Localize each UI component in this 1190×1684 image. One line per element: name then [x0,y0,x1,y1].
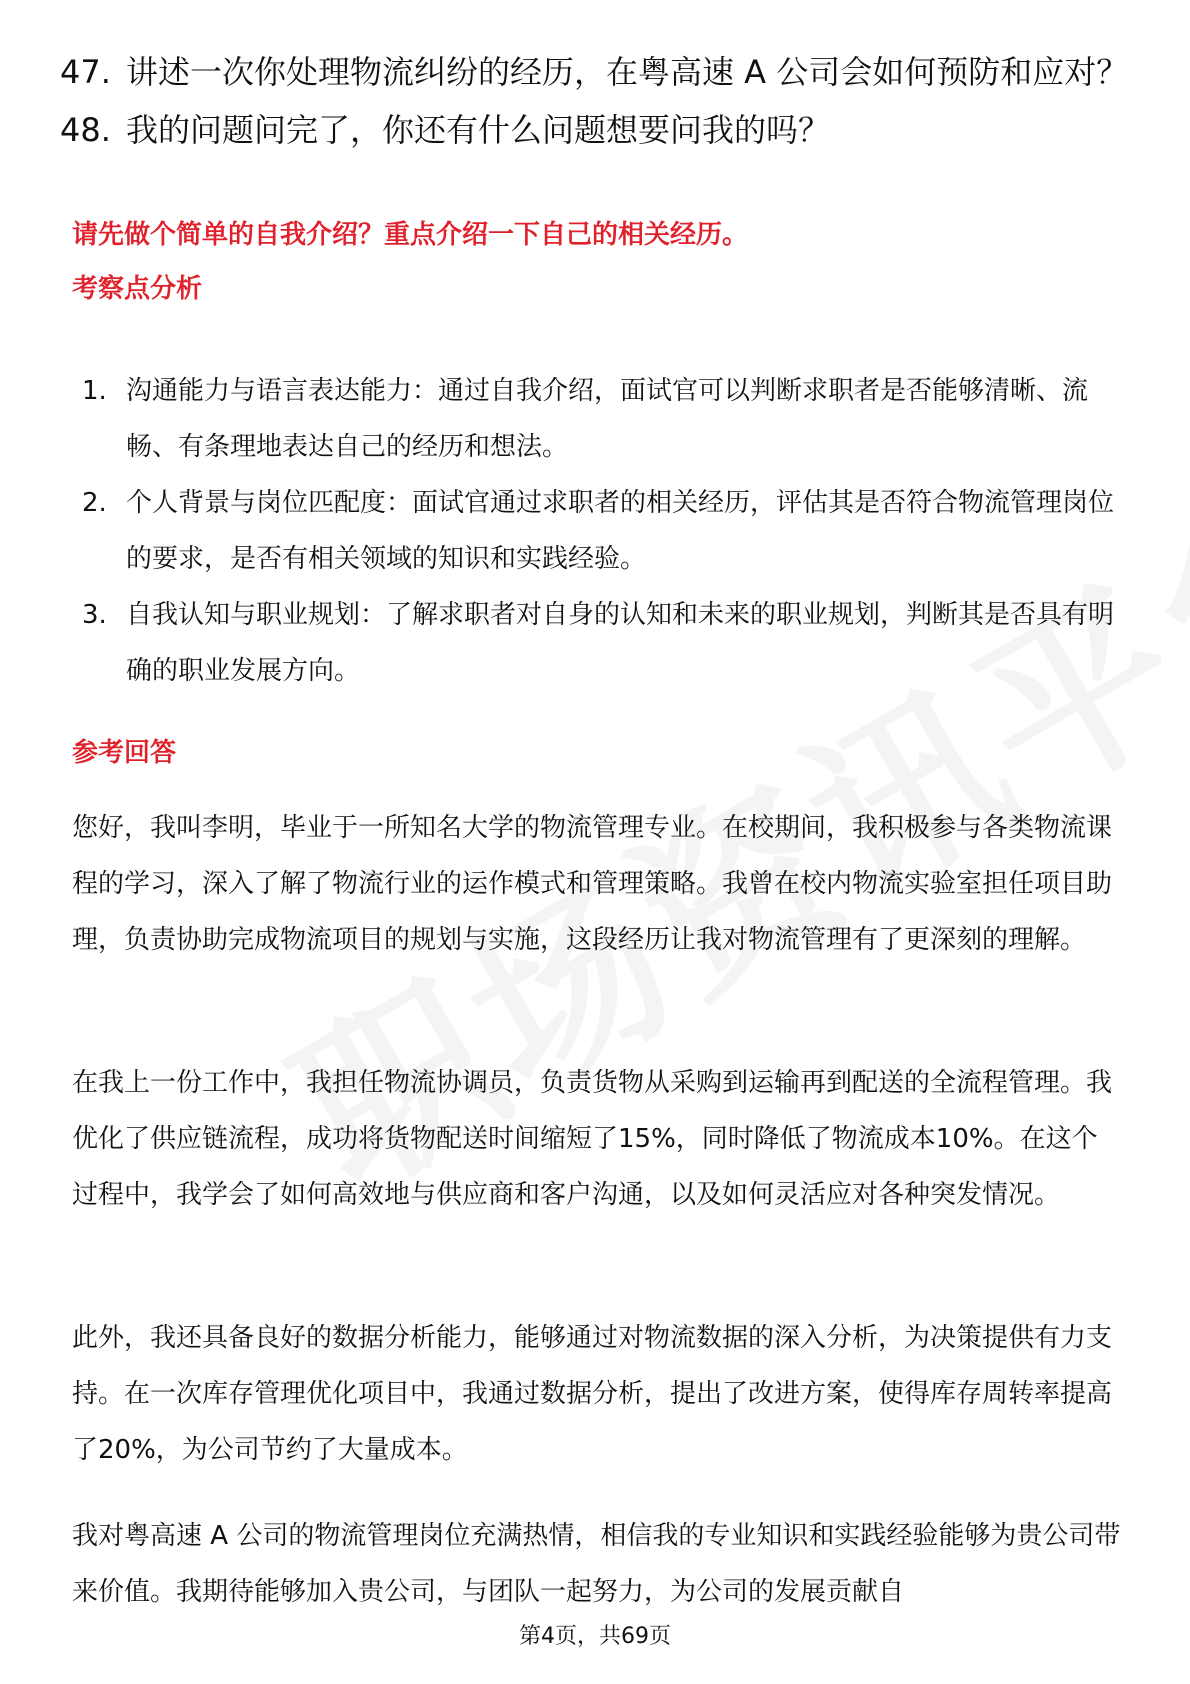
point-text: 自我认知与职业规划：了解求职者对自身的认知和未来的职业规划，判断其是否具有明确的职业发展方向。 [126,600,1115,686]
analysis-heading: 考察点分析 [72,274,203,304]
question-item [60,48,1130,96]
analysis-point [82,475,1122,587]
point-number: 1. [82,376,107,406]
question-item [60,106,1130,154]
question-text: 我的问题问完了，你还有什么问题想要问我的吗？ [126,111,831,149]
answer-paragraph: 我对粤高速 A 公司的物流管理岗位充满热情，相信我的专业知识和实践经验能够为贵公司带来价值。我期待能够加入贵公司，与团队一起努力，为公司的发展贡献自 [72,1521,1121,1607]
page-footer: 第4页，共69页 [519,1624,671,1649]
question-list [60,48,1130,164]
answer-heading: 参考回答 [72,738,177,768]
question-heading: 请先做个简单的自我介绍？重点介绍一下自己的相关经历。 [72,220,749,250]
answer-paragraph: 此外，我还具备良好的数据分析能力，能够通过对物流数据的深入分析，为决策提供有力支持。在一次库存管理优化项目中，我通过数据分析，提出了改进方案，使得库存周转率提高了20%，为公司节约了大量成本。 [72,1323,1113,1465]
analysis-points [82,363,1122,699]
answer-paragraph: 您好，我叫李明，毕业于一所知名大学的物流管理专业。在校期间，我积极参与各类物流课程的学习，深入了解了物流行业的运作模式和管理策略。我曾在校内物流实验室担任项目助理，负责协助完成物流项目的规划与实施，这段经历让我对物流管理有了更深刻的理解。 [72,813,1113,955]
point-number: 3. [82,600,107,630]
point-text: 个人背景与岗位匹配度：面试官通过求职者的相关经历，评估其是否符合物流管理岗位的要求，是否有相关领域的知识和实践经验。 [126,488,1115,574]
question-number: 47. [60,53,111,91]
question-text: 讲述一次你处理物流纠纷的经历，在粤高速 A 公司会如何预防和应对？ [126,53,1129,91]
analysis-point [82,587,1122,699]
point-number: 2. [82,488,107,518]
point-text: 沟通能力与语言表达能力：通过自我介绍，面试官可以判断求职者是否能够清晰、流畅、有条理地表达自己的经历和想法。 [126,376,1089,462]
analysis-point [82,363,1122,475]
answer-paragraph: 在我上一份工作中，我担任物流协调员，负责货物从采购到运输再到配送的全流程管理。我优化了供应链流程，成功将货物配送时间缩短了15%，同时降低了物流成本10%。在这个过程中，我学会了如何高效地与供应商和客户沟通，以及如何灵活应对各种突发情况。 [72,1068,1113,1210]
question-number: 48. [60,111,111,149]
